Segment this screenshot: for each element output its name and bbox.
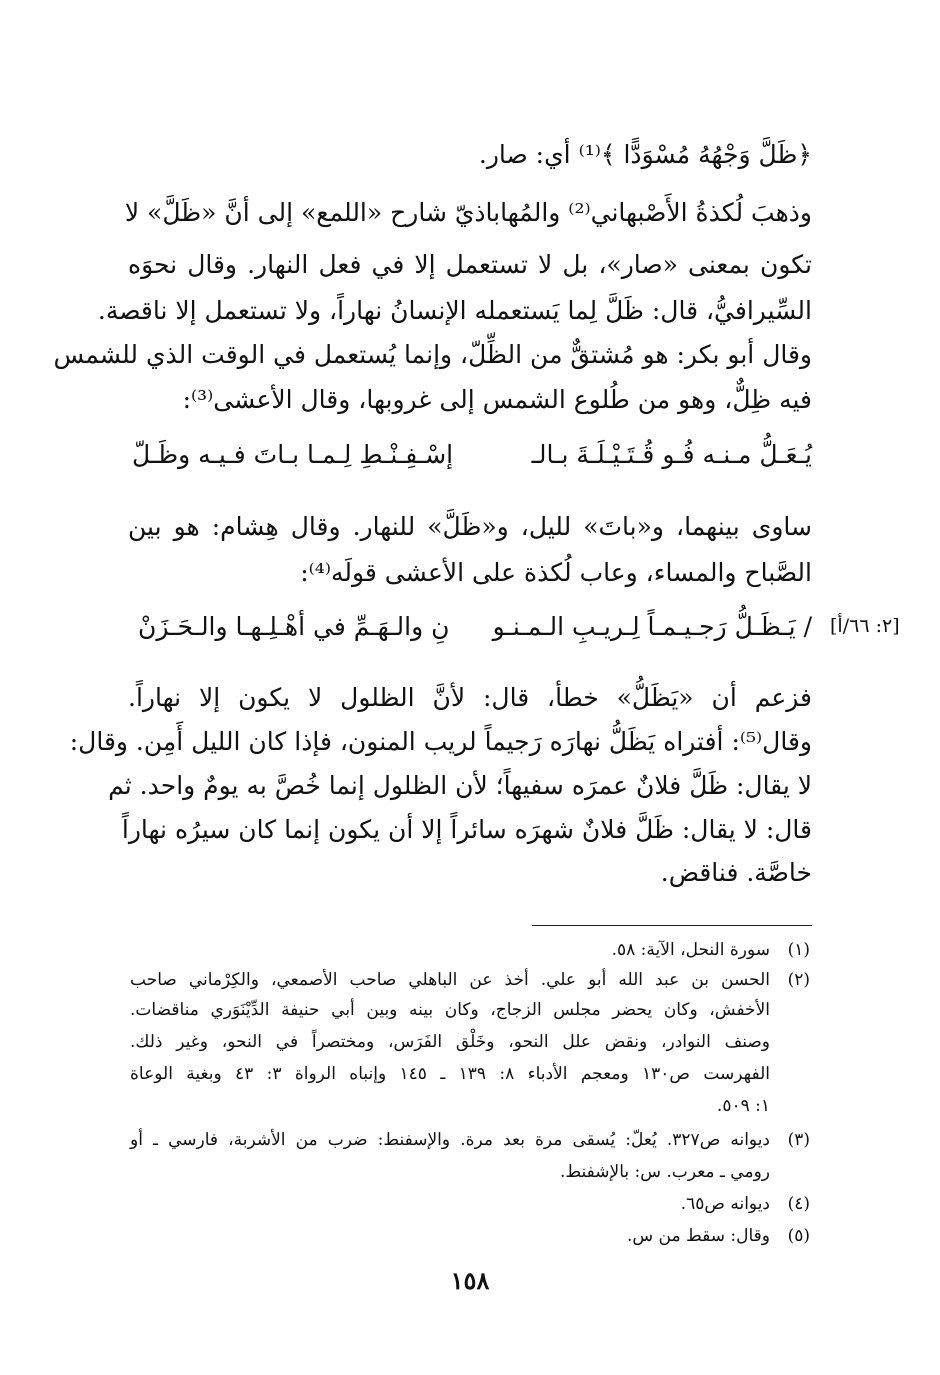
body-line-11: لا يقال: ظَلَّ فلانٌ عمرَه سفيهاً؛ لأن الظلول إنما خُصَّ به يومٌ واحد. ثم [108, 771, 812, 800]
body-line-1: ﴿ظَلَّ وَجْهُهُ مُسْوَدًّا ﴾⁽¹⁾ أي: صار. [478, 140, 812, 169]
footnote-2-line-5: ١: ٥٠٩. [716, 1096, 770, 1116]
verse-2-first-hemistich: / يَـظَـلُّ رَجـيـمـاً لِـريـبِ الـمـنـو [492, 612, 812, 641]
footnote-2-line-2: الأخفش، وكان يحضر مجلس الزجاج، وكان بينه وبين أبي حنيفة الدِّيْنَوَري مناقضات. [130, 1000, 770, 1020]
footnote-2-line-4: الفهرست ص١٣٠ ومعجم الأدباء ٨: ١٣٩ ـ ١٤٥ وإنباه الرواة ٣: ٤٣ وبغية الوعاة [130, 1064, 770, 1084]
body-line-6: فيه ظِلٌّ، وهو من طُلوع الشمس إلى غروبها، وقال الأعشى⁽³⁾: [182, 385, 812, 414]
body-line-12: قال: لا يقال: ظَلَّ فلانٌ شهرَه سائراً إلا أن يكون إنما كان سيرُه نهاراً [121, 815, 812, 844]
footnote-4 [130, 1194, 810, 1214]
footnote-separator [532, 925, 812, 926]
body-line-9: فزعم أن «يَظَلُّ» خطأ، قال: لأنَّ الظلول لا يكون إلا نهاراً. [128, 683, 812, 712]
footnote-5 [130, 1226, 810, 1246]
footnote-number: (١) [787, 940, 810, 960]
body-line-7: ساوى بينهما، و«باتَ» لليل، و«ظَلَّ» للنهار. وقال هِشام: هو بين [128, 512, 812, 541]
body-line-3: تكون بمعنى «صار»، بل لا تستعمل إلا في فعل النهار. وقال نحوَه [128, 250, 812, 279]
footnote-text: وقال: سقط من س. [627, 1226, 770, 1246]
body-line-13: خاصَّة. فناقض. [660, 858, 812, 887]
footnote-2-line-3: وصنف النوادر، ونقض علل النحو، وخَلْق الفَرَس، ومختصراً في النحو، وغير ذلك. [130, 1032, 770, 1052]
footnote-number: (٢) [787, 970, 810, 990]
verse-1-first-hemistich: يُـعَـلُّ مـنـه فُـو قُـتَـيْـلَـةَ بـالـ [531, 440, 812, 469]
footnote-number: (٤) [787, 1194, 810, 1214]
body-line-2: وذهبَ لُكذةُ الأَصْبهاني⁽²⁾ والمُهاباذيّ شارح «اللمع» إلى أنَّ «ظَلَّ» لا [124, 198, 812, 227]
body-line-4: السِّيرافيُّ، قال: ظَلَّ لِما يَستعمله الإنسانُ نهاراً، ولا تستعمل إلا ناقصة. [97, 296, 812, 325]
footnote-text: ديوانه ص٣٢٧. يُعلّ: يُسقى مرة بعد مرة. والإسفنط: ضرب من الأشربة، فارسي ـ أو [130, 1130, 770, 1150]
body-line-10: وقال⁽⁵⁾: أفتراه يَظَلُّ نهارَه رَجيماً لريب المنون، فإذا كان الليل أَمِن. وقال: [69, 727, 812, 756]
footnote-text: الحسن بن عبد الله أبو علي. أخذ عن الباهلي صاحب الأصمعي، والكِرْماني صاحب [130, 970, 770, 990]
manuscript-folio-reference: [٢: ٦٦/أ] [830, 615, 900, 637]
footnote-number: (٣) [787, 1130, 810, 1150]
footnote-3-line-2: رومي ـ معرب. س: بالإشفنط. [560, 1162, 770, 1182]
footnote-number: (٥) [787, 1226, 810, 1246]
footnote-text: ديوانه ص٦٥. [680, 1194, 770, 1214]
body-line-5: وقال أبو بكر: هو مُشتقٌّ من الظِّلّ، وإنما يُستعمل في الوقت الذي للشمس [53, 340, 812, 369]
page-number: ١٥٨ [450, 1266, 490, 1295]
footnote-text: سورة النحل، الآية: ٥٨. [611, 940, 770, 960]
footnote-3 [130, 1130, 810, 1150]
footnote-2 [130, 970, 810, 990]
footnote-1 [130, 940, 810, 960]
body-line-8: الصَّباح والمساء، وعاب لُكذة على الأعشى قولَه⁽⁴⁾: [300, 558, 812, 587]
verse-2-second-hemistich: نِ والـهَـمِّ في أهْـلِـهـا والـحَـزَنْ [138, 612, 450, 641]
verse-1-second-hemistich: إسْـفِـنْـطِ لِـمـا بـاتَ فـيـه وظَـلّ [132, 440, 454, 469]
